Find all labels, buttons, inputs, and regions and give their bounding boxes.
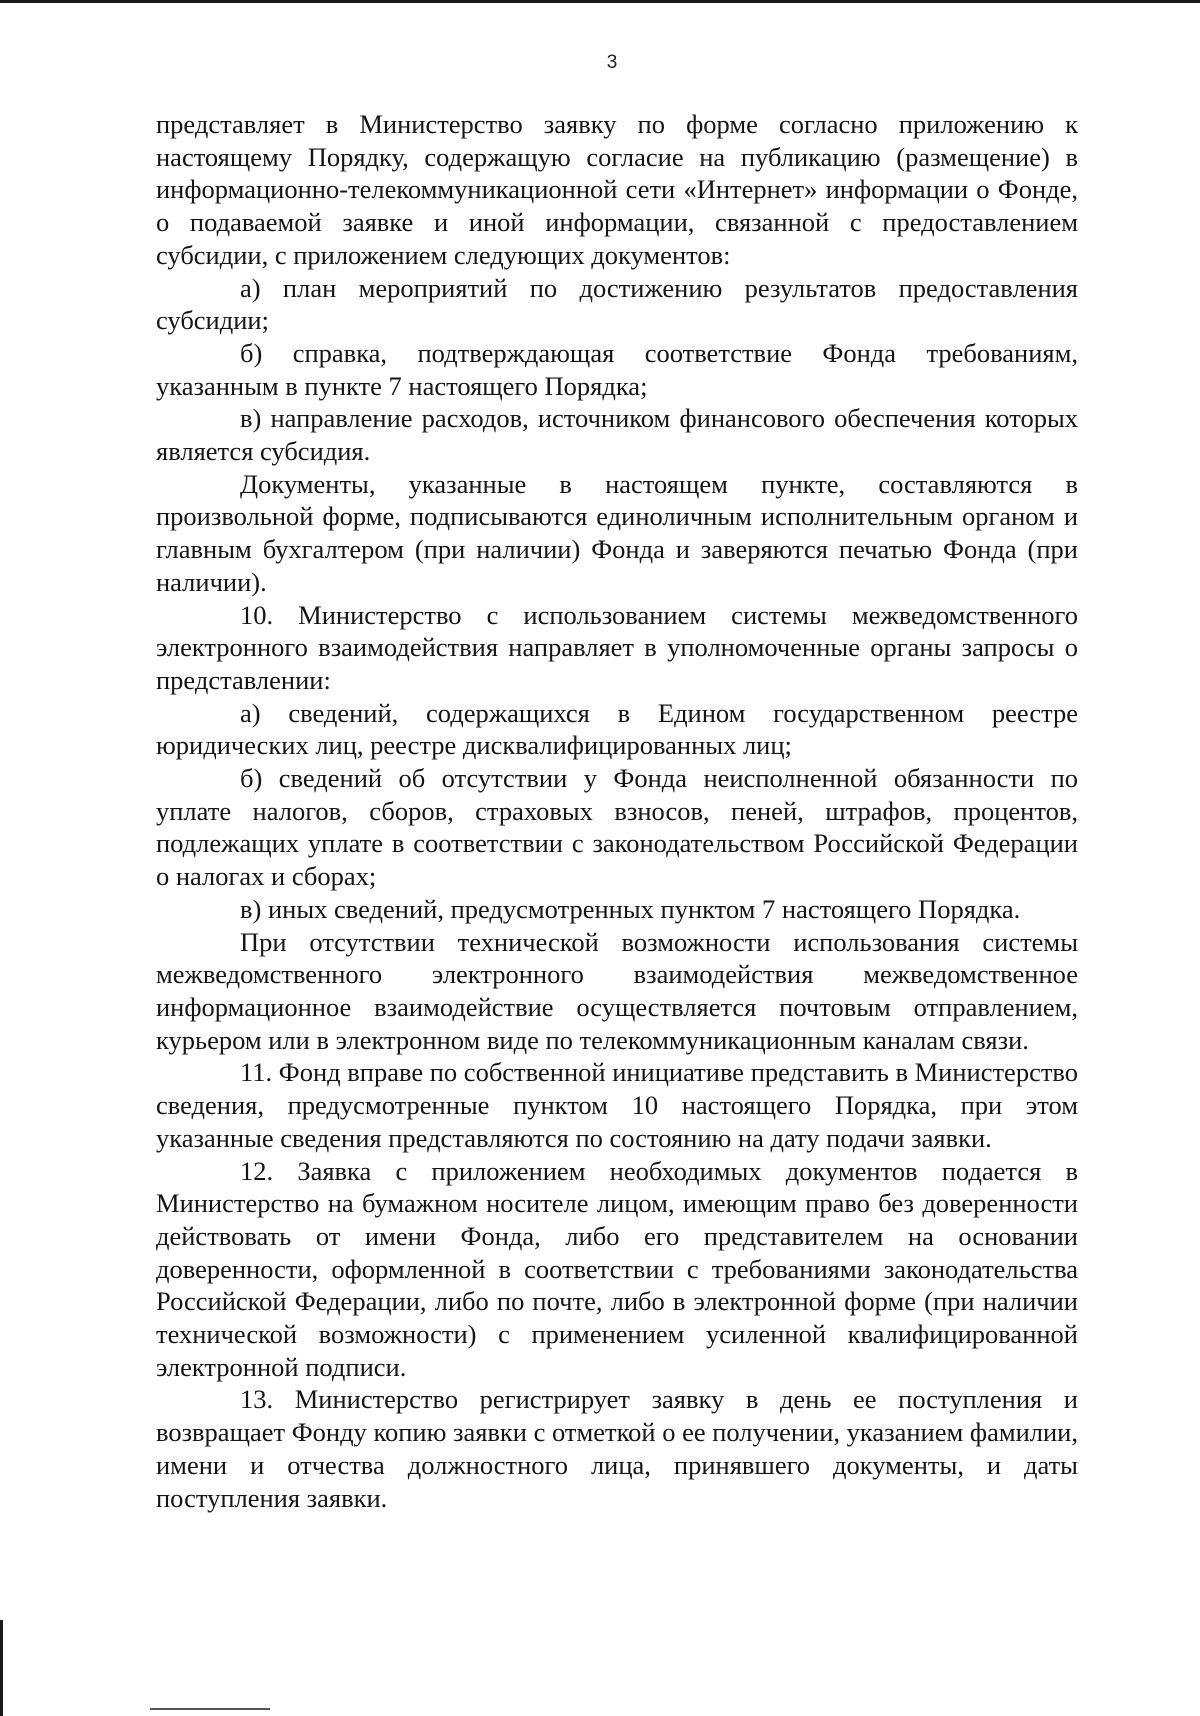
clause-13: 13. Министерство регистрирует заявку в день ее поступления и возвращает Фонду копию заявки с отметкой о ее получении, указанием фамилии, имени и отчества должностного лица, принявшего документы, и даты поступления заявки.	[156, 1384, 1078, 1513]
clause-10-item-b: б) сведений об отсутствии у Фонда неисполненной обязанности по уплате налогов, сборов, страховых взносов, пеней, штрафов, процентов, подлежащих уплате в соответствии с законодательством Российской Федерации о налогах и сборах;	[156, 763, 1078, 892]
paragraph-intro: представляет в Министерство заявку по форме согласно приложению к настоящему Порядку, содержащую согласие на публикацию (размещение) в информационно-телекоммуникационной сети «Интернет» информации о Фонде, о подаваемой заявке и иной информации, связанной с предоставлением субсидии, с приложением следующих документов:	[156, 109, 1078, 270]
list-item-b-certificate: б) справка, подтверждающая соответствие Фонда требованиям, указанным в пункте 7 настоящего Порядка;	[156, 337, 1078, 401]
list-item-v-expenses: в) направление расходов, источником финансового обеспечения которых является субсидия.	[156, 403, 1078, 467]
scan-edge-left	[0, 1620, 3, 1716]
page-number: 3	[606, 52, 618, 73]
clause-10-item-a: а) сведений, содержащихся в Едином государственном реестре юридических лиц, реестре дисквалифицированных лиц;	[156, 697, 1078, 761]
clause-12: 12. Заявка с приложением необходимых документов подается в Министерство на бумажном носителе лицом, имеющим право без доверенности действовать от имени Фонда, либо его представителем на основании доверенности, оформленной в соответствии с требованиями законодательства Российской Федерации, либо по почте, либо в электронной форме (при наличии технической возможности) с применением усиленной квалифицированной электронной подписи.	[156, 1155, 1078, 1382]
scan-edge-bottom	[150, 1708, 270, 1710]
document-body	[156, 108, 1078, 1514]
paragraph-no-technical-possibility: При отсутствии технической возможности использования системы межведомственного электронного взаимодействия межведомственное информационное взаимодействие осуществляется почтовым отправлением, курьером или в электронном виде по телекоммуникационным каналам связи.	[156, 926, 1078, 1055]
list-item-a-plan: а) план мероприятий по достижению результатов предоставления субсидии;	[156, 272, 1078, 336]
paragraph-documents-form: Документы, указанные в настоящем пункте, составляются в произвольной форме, подписываются единоличным исполнительным органом и главным бухгалтером (при наличии) Фонда и заверяются печатью Фонда (при наличии).	[156, 468, 1078, 597]
scan-edge-top	[0, 0, 1200, 3]
clause-10-item-v: в) иных сведений, предусмотренных пунктом 7 настоящего Порядка.	[240, 893, 1021, 924]
clause-11: 11. Фонд вправе по собственной инициативе представить в Министерство сведения, предусмотренные пунктом 10 настоящего Порядка, при этом указанные сведения представляются по состоянию на дату подачи заявки.	[156, 1057, 1078, 1153]
clause-10: 10. Министерство с использованием системы межведомственного электронного взаимодействия направляет в уполномоченные органы запросы о представлении:	[156, 599, 1078, 695]
